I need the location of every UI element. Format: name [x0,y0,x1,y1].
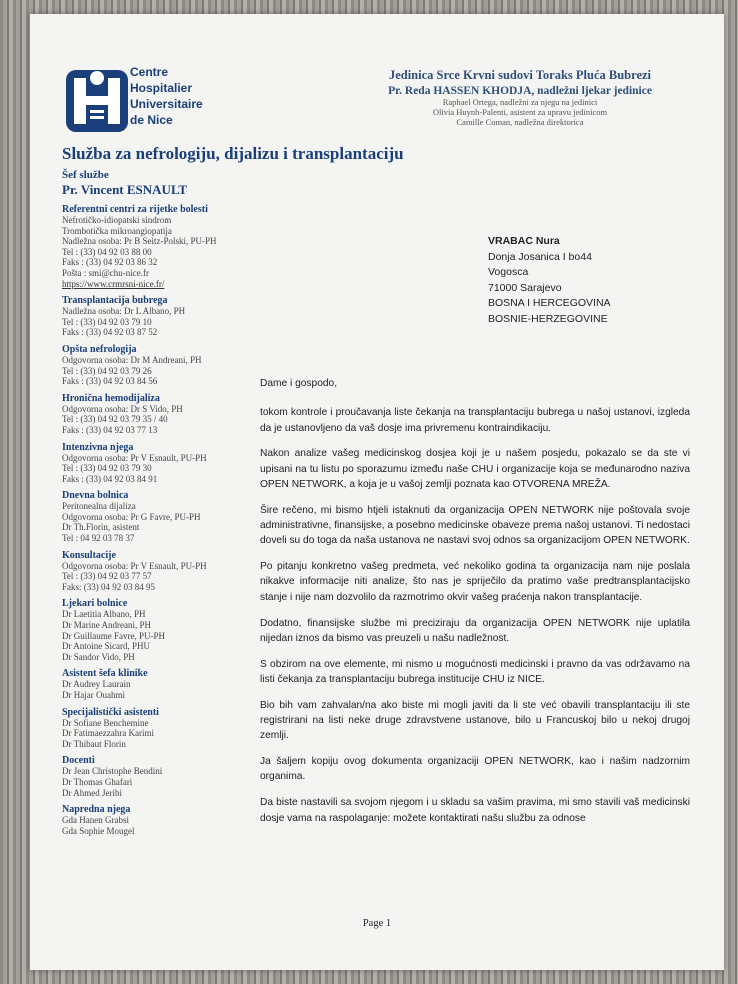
sidebar-section [62,204,282,289]
sidebar-line: Dr Guillaume Favre, PU-PH [62,630,165,641]
sidebar-line: Faks : (33) 04 92 03 87 52 [62,327,158,338]
sidebar-line: Dr Th.Florin, asistent [62,522,140,533]
sidebar-section [62,707,282,750]
sidebar-line: Faks : (33) 04 92 03 86 32 [62,257,158,268]
address-line: Donja Josanica I bo44 [488,250,592,263]
sidebar-line: Gda Sophie Mougel [62,825,135,836]
sidebar-line: Dr Laetitia Albano, PH [62,609,146,620]
sidebar-line: Odgovorna osoba: Pr V Esnault, PU-PH [62,452,207,463]
address-line: BOSNA I HERCEGOVINA [488,297,611,309]
sidebar-line: Tel : (33) 04 92 03 79 26 [62,365,152,376]
sidebar-line: Faks : (33) 04 92 03 84 91 [62,473,158,484]
service-head-label: Šef službe [62,169,109,181]
sidebar-line: Dr Jean Christophe Bendini [62,766,163,777]
address-line: BOSNIE-HERZEGOVINE [488,312,608,325]
letter-paragraph: Po pitanju konkretno vašeg predmeta, već nekoliko godina ta organizacija nam nije poslala nikakve informacije niti analize, što nas je spriječilo da pratimo vaše predtransplantacijsko stanje i nije nam dozvolilo da razmotrimo okvir vašeg praćenja nakon transplantacije. [260,561,690,603]
sidebar-section-title: Opšta nefrologija [62,343,137,355]
letter-paragraph: Da biste nastavili sa svojom njegom i u skladu sa vašim pravima, mi smo stavili vaš medicinski dosje vama na raspolaganje: možete kontaktirati našu službu za odnose [260,797,690,824]
page-number: Page 1 [362,918,392,929]
sidebar-line: Tel : (33) 04 92 03 79 30 [62,463,152,474]
address-line: 71000 Sarajevo [488,281,562,294]
sidebar-line: Dr Antoine Sicard, PHU [62,641,150,652]
sidebar-line: Odgovorna osoba: Dr S Vido, PH [62,403,183,414]
unit-chief: Pr. Reda HASSEN KHODJA, nadležni ljekar jedinice [388,85,652,97]
letter-body [260,376,690,836]
recipient-address [488,234,611,327]
unit-name: Jedinica Srce Krvni sudovi Toraks Pluća Bubrezi [388,68,652,82]
sidebar-line: Nefrotičko-idiopatski sindrom [62,215,172,225]
sidebar-line: Tel : (33) 04 92 03 79 10 [62,316,152,327]
sidebar-section-title: Dnevna bolnica [62,490,129,502]
sidebar-section [62,755,282,798]
sidebar-section [62,344,282,387]
sidebar-section-title: Konsultacije [62,549,116,561]
sidebar-section [62,598,282,662]
unit-header [350,68,690,127]
sidebar-line: Trombotička mikroangiopatija [62,225,172,236]
sidebar-line: Dr Sofiane Benchemine [62,717,149,728]
sidebar-line: Faks : (33) 04 92 03 77 13 [62,424,158,435]
sidebar-section-title: Referentni centri za rijetke bolesti [62,204,208,215]
sidebar-line: Tel : (33) 04 92 03 77 57 [62,571,152,582]
address-line: Vogosca [488,266,529,278]
unit-staff-line: Olivia Huynh-Palenti, asistent za upravu jedinicom [432,107,608,117]
sidebar-line: Faks : (33) 04 92 03 84 56 [62,376,158,387]
sidebar-line: Dr Sandor Vido, PH [62,651,135,662]
sidebar-section [62,550,282,593]
sidebar-website-link[interactable]: https://www.crmrsni-nice.fr/ [62,278,165,289]
letter-paragraph: Nakon analize vašeg medicinskog dosjea koji je u našem posjedu, pokazalo se da ste vi upisani na tu listu po sporazumu između naše CHU i organizacije koja se međunarodno naziva OPEN NETWORK, a koja je u vašoj zemlji poznata kao OTVORENA MREŽA. [260,448,690,490]
sidebar-line: Tel : (33) 04 92 03 79 35 / 40 [62,414,168,425]
sidebar-section-title: Asistent šefa klinike [62,668,148,680]
sidebar-line: Pošta : smi@chu-nice.fr [62,267,150,278]
chu-nice-logo-icon [66,64,128,134]
logo-wordmark [130,64,203,128]
sidebar-line: Dr Fatimaezzahra Karimi [62,728,154,739]
sidebar-line: Dr Hajar Ouahmi [62,690,125,700]
sidebar-line: Odgovorna osoba: Pr V Esnault, PU-PH [62,560,207,571]
recipient-name: VRABAC Nura [488,235,560,247]
sidebar-section-title: Specijalistički asistenti [62,706,159,718]
sidebar-line: Tel : 04 92 03 78 37 [62,533,135,544]
sidebar-section-title: Intenzivna njega [62,441,134,453]
sidebar-line: Odgovorna osoba: Dr M Andreani, PH [62,354,202,365]
sidebar-section-title: Napredna njega [62,804,131,816]
sidebar-line: Nadležna osoba: Dr L Albano, PH [62,306,186,317]
logo-line: Centre [130,65,169,79]
unit-staff-line: Camille Coman, nadležna direktorica [456,117,584,127]
letter-paragraph: Šire rečeno, mi bismo htjeli istaknuti da organizacija OPEN NETWORK nije poštovala svoje administrativne, finansijske, a posebno medicinske obaveze prema našoj ustanovi. Ti nedostaci doveli su do toga da naša ustanova ne nastavi svoj odnos sa organizacijom OPEN NETWORK. [260,504,690,547]
sidebar-line: Nadležna osoba: Pr B Seitz-Polski, PU-PH [62,236,217,247]
letter-greeting: Dame i gospodo, [260,378,338,389]
sidebar-line: Dr Marine Andreani, PH [62,620,151,631]
sidebar-section [62,442,282,485]
sidebar-section-title: Ljekari bolnice [62,598,128,610]
sidebar-line: Dr Thibaut Florin [62,738,126,749]
letter-paragraph: S obzirom na ove elemente, mi nismo u mogućnosti medicinski i pravno da vas održavamo na listi čekanja za transplantaciju bubrega institucije CHU iz NICE. [260,658,690,685]
sidebar-section [62,668,282,700]
sidebar-section [62,295,282,338]
sidebar-section [62,490,282,543]
letter-paragraph: Dodatno, finansijske službe mi preciziraju da organizacija OPEN NETWORK nije uplatila nijedan iznos da bismo vas preuzeli u našu nadležnost. [260,617,690,644]
sidebar-line: Dr Ahmed Jeribi [62,787,122,798]
logo-line: de Nice [130,113,173,127]
service-head-name: Pr. Vincent ESNAULT [62,182,188,197]
sidebar-section-title: Hronična hemodijaliza [62,392,160,404]
sidebar-line: Peritonealna dijaliza [62,501,136,512]
sidebar-line: Tel : (33) 04 92 03 88 00 [62,246,152,257]
sidebar-line: Faks: (33) 04 92 03 84 95 [62,581,155,592]
sidebar-section [62,804,282,836]
department-sidebar [62,204,282,842]
sidebar-line: Odgovorna osoba: Pr G Favre, PU-PH [62,511,201,522]
letter-paragraph: Bio bih vam zahvalan/na ako biste mi mogli javiti da li ste već obavili transplantaciju ili ste registrirani na listi neke druge zdravstvene ustanove, bilo u Francuskoj bilo u nekoj drugoj zemlji. [260,699,690,742]
letter-paragraph: tokom kontrole i proučavanja liste čekanja na transplantaciju bubrega u našoj ustanovi, izgleda da je ustanovljeno da vaš dosje ima privremenu kontraindikaciju. [260,407,690,434]
sidebar-line: Gda Hanen Grabsi [62,815,129,826]
logo-line: Universitaire [130,97,203,111]
letter-page [30,14,724,970]
hospital-logo [66,64,241,144]
service-title: Služba za nefrologiju, dijalizu i transplantaciju [62,144,404,163]
sidebar-section-title: Transplantacija bubrega [62,295,168,307]
unit-staff-line: Raphael Ortega, nadležni za njegu na jedinici [442,97,598,107]
sidebar-line: Dr Thomas Ghafari [62,776,133,787]
sidebar-section-title: Docenti [62,755,95,767]
logo-line: Hospitalier [130,81,193,95]
letter-paragraph: Ja šaljem kopiju ovog dokumenta organizaciji OPEN NETWORK, kao i našim nadzornim organima. [260,756,690,783]
sidebar-line: Dr Audrey Laurain [62,679,131,690]
sidebar-section [62,393,282,436]
